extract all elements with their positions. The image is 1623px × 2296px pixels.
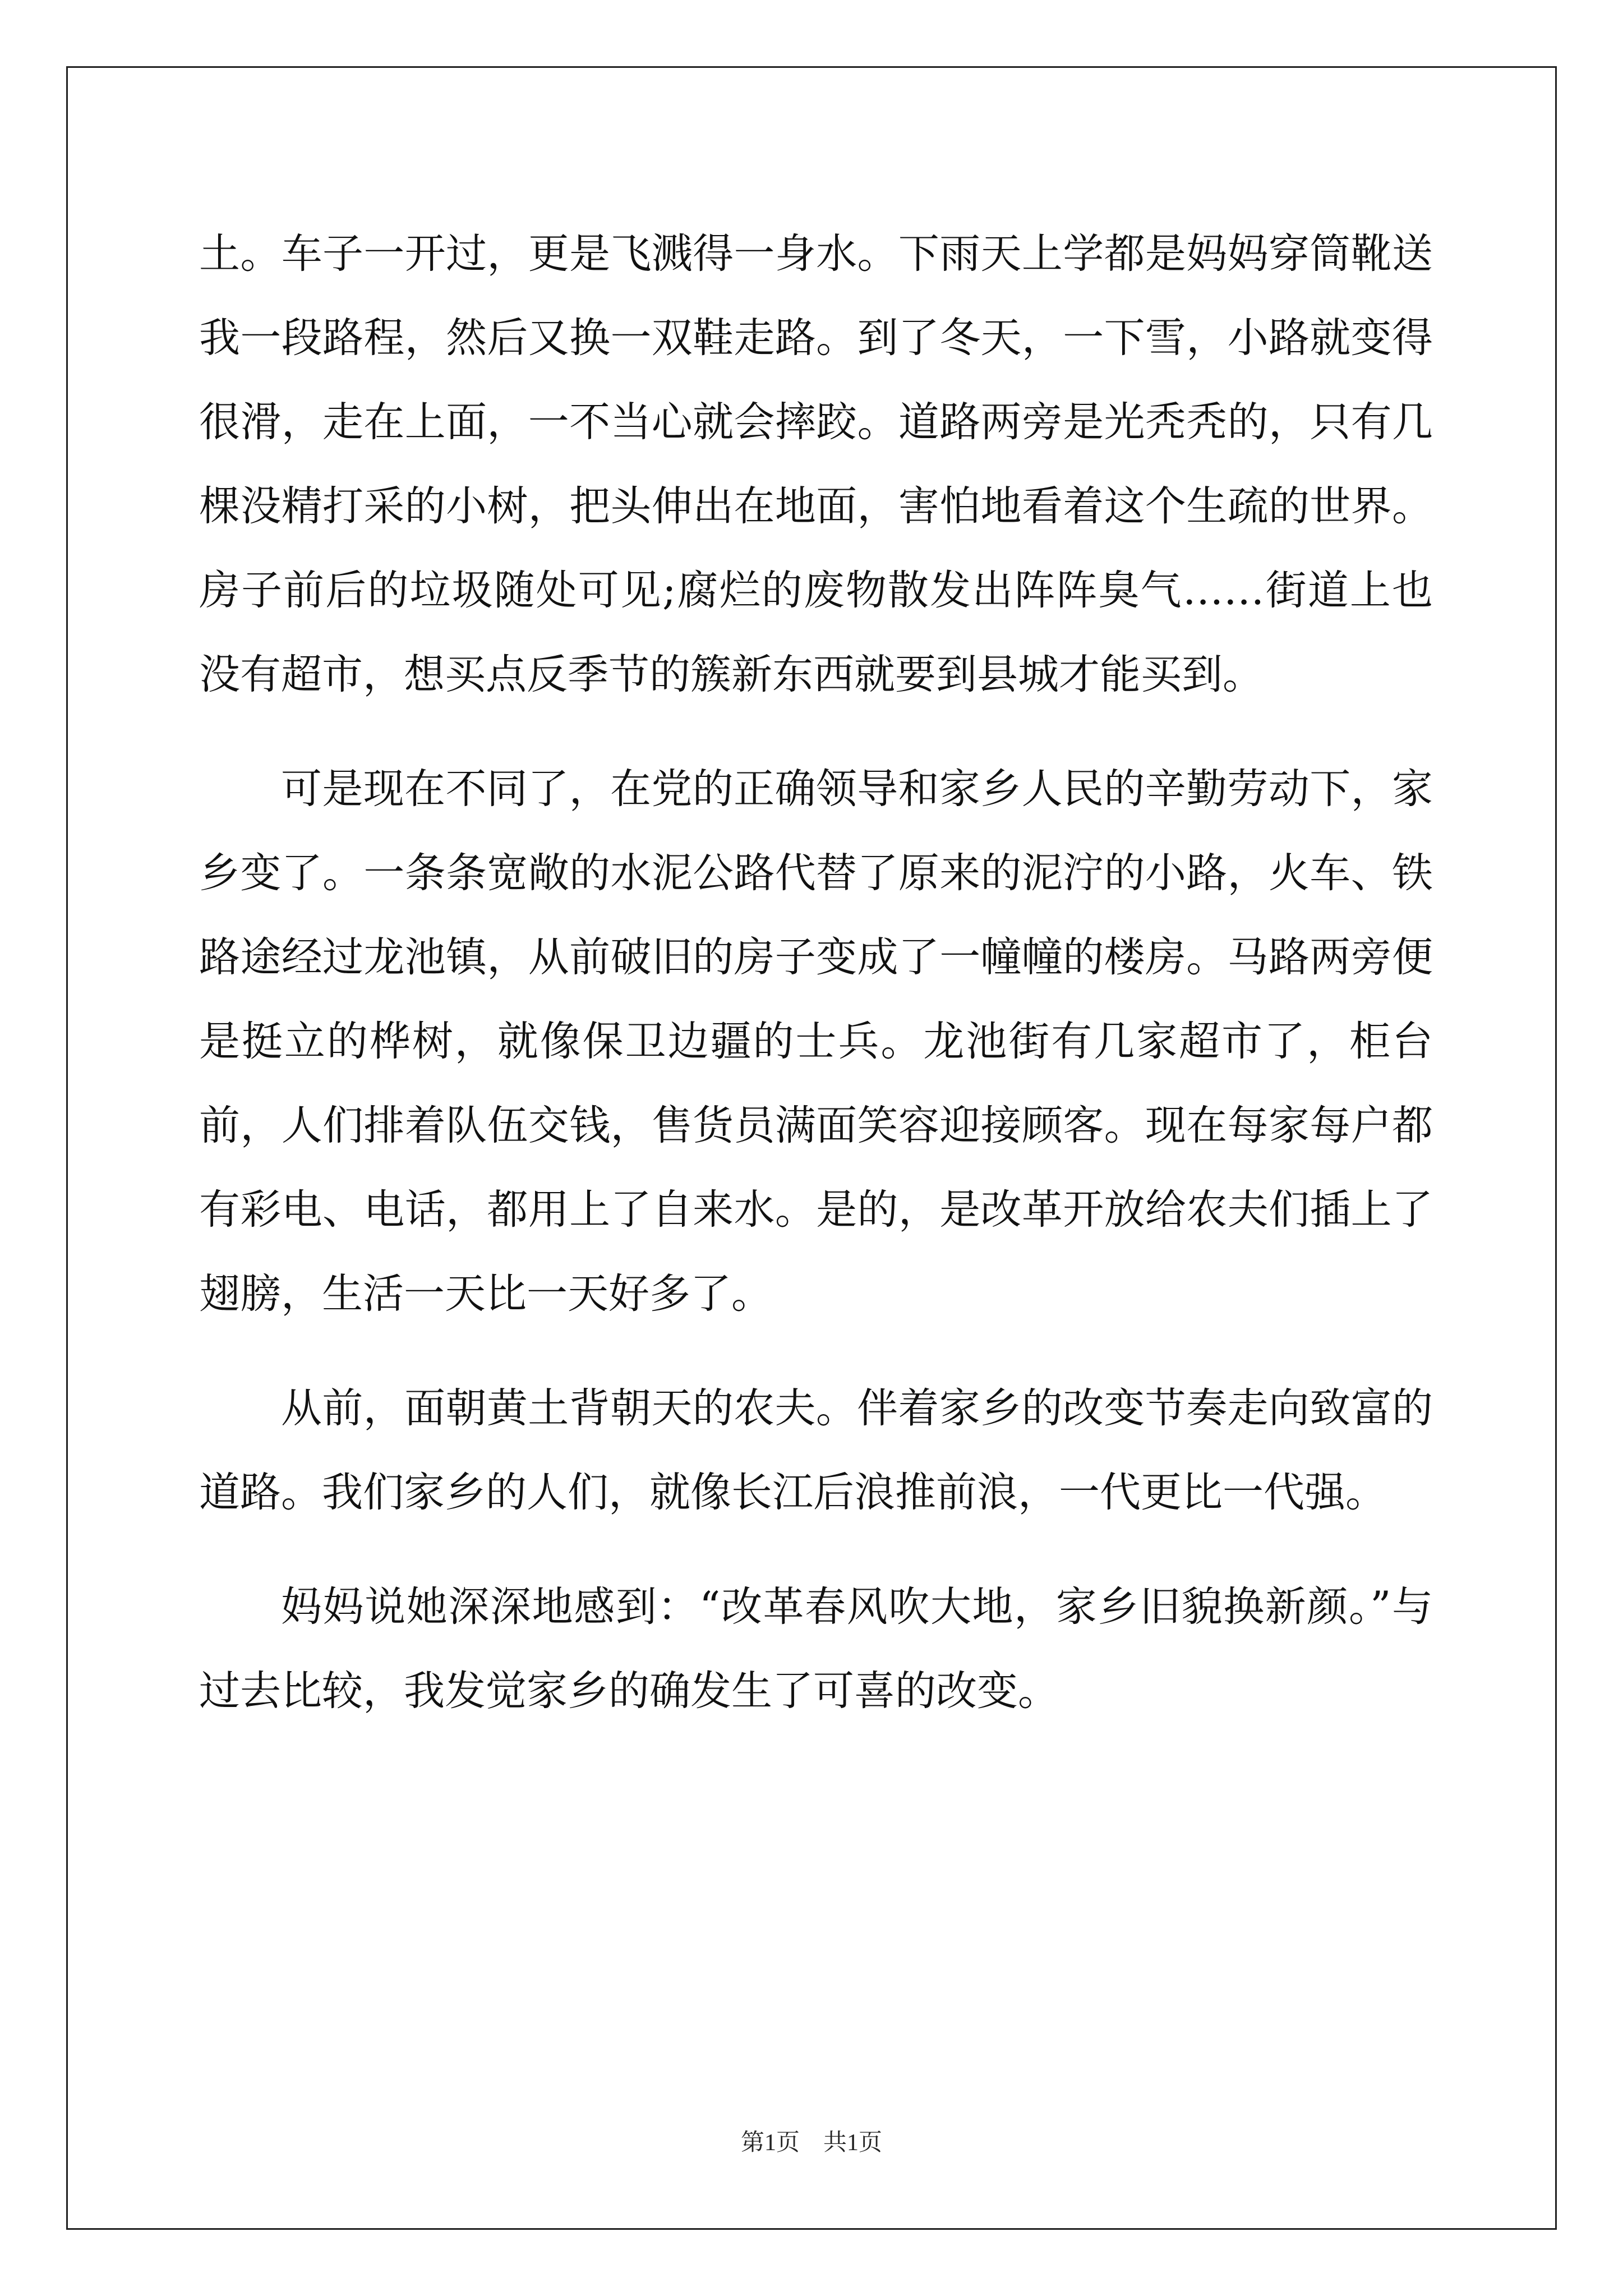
paragraph-4: 妈妈说她深深地感到：“改革春风吹大地，家乡旧貌换新颜。”与过去比较，我发觉家乡的确发生了可喜的改变。 [199, 1583, 1433, 1715]
paragraph-1: 土。车子一开过，更是飞溅得一身水。下雨天上学都是妈妈穿筒靴送我一段路程，然后又换一双鞋走路。到了冬天，一下雪，小路就变得很滑，走在上面，一不当心就会摔跤。道路两旁是光秃秃的，只有几棵没精打采的小树，把头伸出在地面，害怕地看着这个生疏的世界。房子前后的垃圾随处可见;腐烂的废物散发出阵阵臭气……街道上也没有超市，想买点反季节的簇新东西就要到县城才能买到。 [199, 230, 1433, 698]
document-body [199, 212, 1433, 1733]
page-number: 第1页 共1页 [740, 2130, 882, 2156]
paragraph-3: 从前，面朝黄土背朝天的农夫。伴着家乡的改变节奏走向致富的道路。我们家乡的人们，就像长江后浪推前浪，一代更比一代强。 [199, 1384, 1433, 1516]
paragraph-2: 可是现在不同了，在党的正确领导和家乡人民的辛勤劳动下，家乡变了。一条条宽敞的水泥公路代替了原来的泥泞的小路，火车、铁路途经过龙池镇，从前破旧的房子变成了一幢幢的楼房。马路两旁便是挺立的桦树，就像保卫边疆的士兵。龙池街有几家超市了，柜台前，人们排着队伍交钱，售货员满面笑容迎接顾客。现在每家每户都有彩电、电话，都用上了自来水。是的，是改革开放给农夫们插上了翅膀，生活一天比一天好多了。 [199, 765, 1433, 1318]
